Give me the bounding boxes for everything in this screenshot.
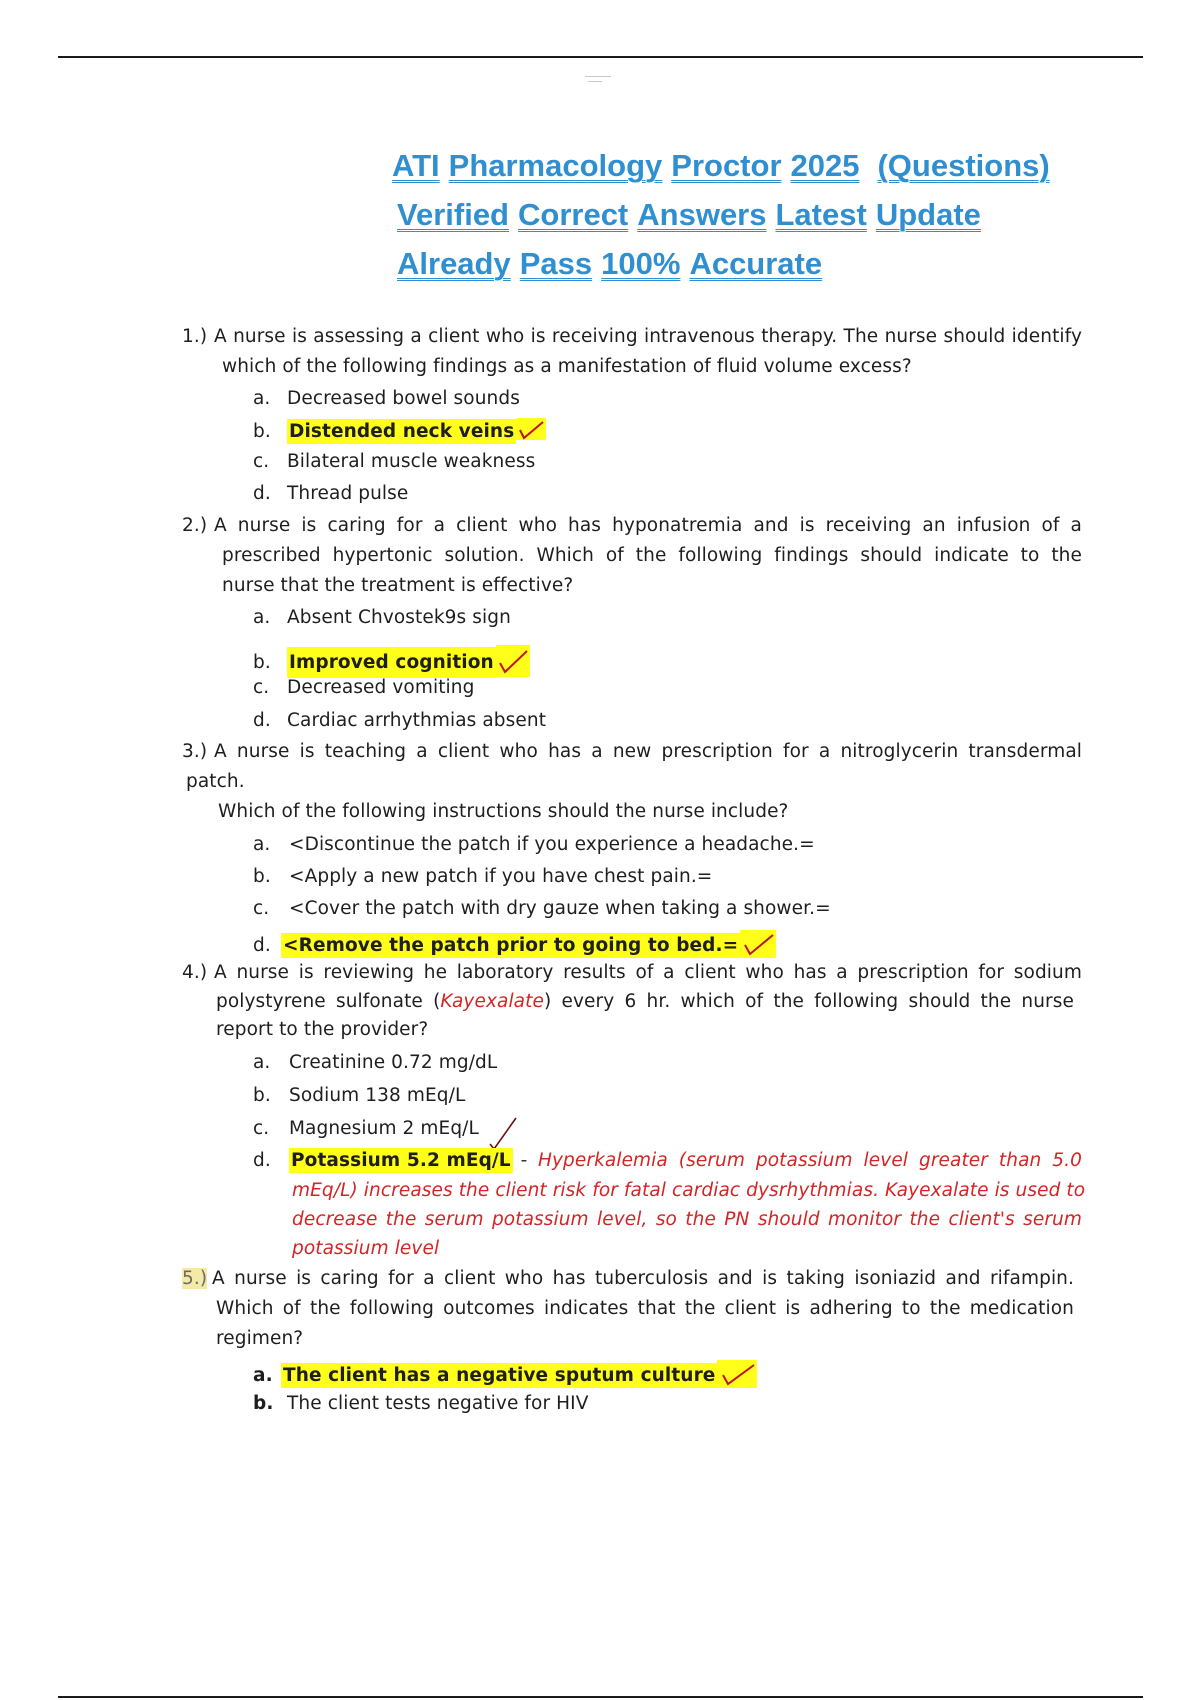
option-text: Sodium 138 mEq/L <box>289 1085 466 1106</box>
option-letter: a. <box>253 1052 271 1073</box>
title-word: Pass <box>519 246 593 281</box>
explanation-text: mEq/L) increases the client risk for fatal cardiac dysrhythmias. Kayexalate is used to <box>292 1180 1086 1201</box>
title-word: Accurate <box>689 246 823 281</box>
title-line-3 <box>392 246 1092 295</box>
document-title <box>392 148 1092 295</box>
title-word: Verified <box>397 197 509 232</box>
title-line-1 <box>392 148 1092 197</box>
option-letter: d. <box>253 710 271 731</box>
title-word: Correct <box>518 197 629 232</box>
title-word: Latest <box>775 197 867 232</box>
option-letter: c. <box>253 451 270 472</box>
checkmark-icon <box>486 1114 520 1150</box>
explanation-text: decrease the serum potassium level, so the PN should monitor the client's serum <box>292 1209 1082 1230</box>
option-text: Decreased vomiting <box>287 677 475 698</box>
option-letter: a. <box>253 388 271 409</box>
option-letter: d. <box>253 1150 271 1171</box>
separator: - <box>520 1150 528 1171</box>
question-text: patch. <box>186 771 245 792</box>
question-text: nurse that the treatment is effective? <box>222 575 574 596</box>
checkmark-icon <box>740 930 776 958</box>
correct-answer-highlight: Distended neck veins <box>289 421 515 442</box>
question-number: 2.) <box>182 515 208 536</box>
correct-answer-highlight: Improved cognition <box>287 647 496 678</box>
question-number: 1.) <box>182 326 208 347</box>
option-text: The client tests negative for HIV <box>287 1393 589 1414</box>
title-word: Proctor <box>671 148 782 183</box>
option-letter: d. <box>253 935 271 956</box>
option-letter: b. <box>253 421 271 442</box>
option-text: Bilateral muscle weakness <box>287 451 536 472</box>
option-text: <Discontinue the patch if you experience a headache.= <box>289 834 815 855</box>
question-text: which of the following findings as a manifestation of fluid volume excess? <box>222 356 912 377</box>
question-text: A nurse is caring for a client who has hyponatremia and is receiving an infusion of a <box>214 515 1082 536</box>
question-text: prescribed hypertonic solution. Which of the following findings should indicate to the <box>222 545 1082 566</box>
question-text: Which of the following outcomes indicates that the client is adhering to the medication <box>216 1298 1074 1319</box>
option-letter: c. <box>253 677 270 698</box>
drug-name: Kayexalate <box>440 991 544 1012</box>
question-text-part: ) every 6 hr. which of the following should the nurse <box>543 991 1074 1012</box>
question-number: 4.) <box>182 962 208 983</box>
question-text: A nurse is assessing a client who is receiving intravenous therapy. The nurse should identify <box>214 326 1082 347</box>
title-word: 2025 <box>790 148 860 183</box>
title-word: Answers <box>637 197 767 232</box>
option-text: Thread pulse <box>287 483 409 504</box>
title-word: Update <box>875 197 981 232</box>
explanation-text: Hyperkalemia (serum potassium level greater than 5.0 <box>538 1150 1082 1171</box>
option-text: Magnesium 2 mEq/L <box>289 1118 479 1139</box>
title-word: 100% <box>601 246 681 281</box>
option-text: Creatinine 0.72 mg/dL <box>289 1052 498 1073</box>
option-letter: b. <box>253 866 271 887</box>
title-word: Pharmacology <box>448 148 663 183</box>
question-text-part: polystyrene sulfonate ( <box>216 991 441 1012</box>
header-mark <box>585 76 611 88</box>
title-word: ATI <box>392 148 440 183</box>
option-text: Cardiac arrhythmias absent <box>287 710 547 731</box>
bottom-rule <box>58 1696 1143 1698</box>
title-word: Already <box>397 246 511 281</box>
option-text: Decreased bowel sounds <box>287 388 520 409</box>
option-letter: a. <box>253 834 271 855</box>
question-text: regimen? <box>216 1328 304 1349</box>
question-text: Which of the following instructions should the nurse include? <box>218 801 789 822</box>
option-letter: d. <box>253 483 271 504</box>
option-letter: c. <box>253 898 270 919</box>
correct-answer-highlight: Potassium 5.2 mEq/L <box>291 1150 511 1171</box>
question-text: A nurse is teaching a client who has a new prescription for a nitroglycerin transdermal <box>214 741 1082 762</box>
correct-answer-highlight: <Remove the patch prior to going to bed.= <box>283 935 739 956</box>
checkmark-icon <box>496 645 530 677</box>
question-text: A nurse is reviewing he laboratory results of a client who has a prescription for sodium <box>214 962 1082 983</box>
question-number: 3.) <box>182 741 208 762</box>
option-letter: b. <box>253 1393 274 1414</box>
question-text: report to the provider? <box>216 1019 429 1040</box>
correct-answer-highlight: The client has a negative sputum culture <box>283 1365 716 1386</box>
title-word: (Questions) <box>877 148 1050 183</box>
checkmark-icon <box>717 1360 757 1388</box>
option-letter: c. <box>253 1118 270 1139</box>
checkmark-icon <box>516 418 546 440</box>
option-letter: a. <box>253 1365 273 1386</box>
question-text <box>216 991 1074 1012</box>
option-letter: a. <box>253 607 271 628</box>
option-text: <Apply a new patch if you have chest pain.= <box>289 866 713 887</box>
option-letter: b. <box>253 1085 271 1106</box>
title-line-2 <box>392 197 1092 246</box>
question-number: 5.) <box>182 1268 208 1289</box>
option-letter: b. <box>253 652 271 673</box>
question-text: A nurse is caring for a client who has tuberculosis and is taking isoniazid and rifampin. <box>212 1268 1074 1289</box>
explanation-text: potassium level <box>292 1238 440 1259</box>
option-text: Absent Chvostek9s sign <box>287 607 511 628</box>
top-rule <box>58 56 1143 58</box>
option-text: <Cover the patch with dry gauze when taking a shower.= <box>289 898 831 919</box>
